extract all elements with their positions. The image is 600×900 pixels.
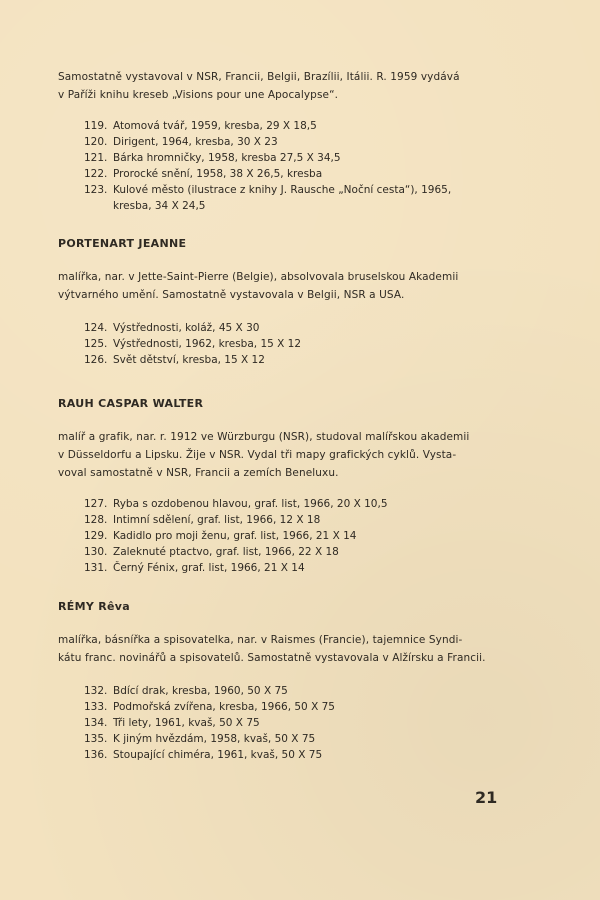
item-number: 125.	[84, 338, 108, 350]
item-number: 126.	[84, 354, 108, 366]
item-number: 132.	[84, 685, 108, 697]
catalog-item-131	[84, 560, 504, 576]
catalog-list-rauh	[84, 496, 504, 576]
item-number: 136.	[84, 749, 108, 761]
catalog-item-123	[84, 182, 504, 198]
bio-line: malířka, nar. v Jette-Saint-Pierre (Belgie), absolvovala bruselskou Akademii	[58, 271, 459, 283]
artist-bio-remy	[58, 631, 488, 667]
catalog-item-133	[84, 699, 504, 715]
bio-line: malířka, básnířka a spisovatelka, nar. v Raismes (Francie), tajemnice Syndi-	[58, 634, 463, 646]
item-text: Bdící drak, kresba, 1960, 50 X 75	[113, 685, 288, 697]
item-text: Stoupající chiméra, 1961, kvaš, 50 X 75	[113, 749, 323, 761]
item-number: 133.	[84, 701, 108, 713]
item-number: 119.	[84, 120, 108, 132]
item-text: Ryba s ozdobenou hlavou, graf. list, 1966, 20 X 10,5	[113, 498, 388, 510]
intro-line: Samostatně vystavoval v NSR, Francii, Belgii, Brazílii, Itálii. R. 1959 vydává	[58, 71, 460, 83]
artist-bio-rauh	[58, 428, 488, 482]
catalog-item-123-continuation: kresba, 34 X 24,5	[113, 200, 206, 212]
artist-bio-portenart	[58, 268, 488, 304]
item-text: Podmořská zvířena, kresba, 1966, 50 X 75	[113, 701, 335, 713]
bio-line: malíř a grafik, nar. r. 1912 ve Würzburgu (NSR), studoval malířskou akademii	[58, 431, 470, 443]
catalog-item-132	[84, 683, 504, 699]
item-number: 130.	[84, 546, 108, 558]
item-number: 134.	[84, 717, 108, 729]
catalog-list-remy	[84, 683, 504, 763]
item-text: Kulové město (ilustrace z knihy J. Rausche „Noční cesta“), 1965,	[113, 184, 452, 196]
item-text: Prorocké snění, 1958, 38 X 26,5, kresba	[113, 168, 323, 180]
catalog-item-134	[84, 715, 504, 731]
intro-line: v Paříži knihu kreseb „Visions pour une Apocalypse“.	[58, 89, 339, 101]
item-text: Tři lety, 1961, kvaš, 50 X 75	[113, 717, 260, 729]
catalog-item-119	[84, 118, 504, 134]
catalog-item-120	[84, 134, 504, 150]
catalog-item-128	[84, 512, 504, 528]
item-text: Kadidlo pro moji ženu, graf. list, 1966, 21 X 14	[113, 530, 357, 542]
item-number: 123.	[84, 184, 108, 196]
catalog-item-121	[84, 150, 504, 166]
item-text: Výstřednosti, koláž, 45 X 30	[113, 322, 260, 334]
item-number: 128.	[84, 514, 108, 526]
bio-line: v Düsseldorfu a Lipsku. Žije v NSR. Vydal tři mapy grafických cyklů. Vysta-	[58, 449, 457, 461]
catalog-item-124	[84, 320, 504, 336]
catalog-item-136	[84, 747, 504, 763]
item-number: 121.	[84, 152, 108, 164]
item-number: 129.	[84, 530, 108, 542]
bio-line: výtvarného umění. Samostatně vystavovala v Belgii, NSR a USA.	[58, 289, 405, 301]
item-number: 131.	[84, 562, 108, 574]
bio-line: kátu franc. novinářů a spisovatelů. Samostatně vystavovala v Alžírsku a Francii.	[58, 652, 486, 664]
item-text: Zaleknuté ptactvo, graf. list, 1966, 22 X 18	[113, 546, 339, 558]
item-text: Atomová tvář, 1959, kresba, 29 X 18,5	[113, 120, 317, 132]
artist-heading-portenart: PORTENART JEANNE	[58, 237, 187, 250]
catalog-item-126	[84, 352, 504, 368]
intro-paragraph	[58, 68, 488, 104]
catalog-item-135	[84, 731, 504, 747]
catalog-item-125	[84, 336, 504, 352]
bio-line: voval samostatně v NSR, Francii a zemích Beneluxu.	[58, 467, 339, 479]
catalog-list-1	[84, 118, 504, 214]
catalog-list-portenart	[84, 320, 504, 368]
catalog-item-130	[84, 544, 504, 560]
item-number: 127.	[84, 498, 108, 510]
catalog-item-127	[84, 496, 504, 512]
item-number: 124.	[84, 322, 108, 334]
item-text: Svět dětství, kresba, 15 X 12	[113, 354, 265, 366]
item-number: 122.	[84, 168, 108, 180]
item-text: Dirigent, 1964, kresba, 30 X 23	[113, 136, 278, 148]
item-number: 120.	[84, 136, 108, 148]
artist-heading-remy: RÉMY Rêva	[58, 600, 130, 613]
artist-heading-rauh: RAUH CASPAR WALTER	[58, 397, 204, 410]
item-text: K jiným hvězdám, 1958, kvaš, 50 X 75	[113, 733, 316, 745]
item-text: Bárka hromničky, 1958, kresba 27,5 X 34,5	[113, 152, 341, 164]
item-text: Černý Fénix, graf. list, 1966, 21 X 14	[113, 562, 305, 574]
item-text: Výstřednosti, 1962, kresba, 15 X 12	[113, 338, 302, 350]
item-number: 135.	[84, 733, 108, 745]
catalog-item-122	[84, 166, 504, 182]
page-number: 21	[475, 788, 498, 807]
catalog-item-129	[84, 528, 504, 544]
item-text: Intimní sdělení, graf. list, 1966, 12 X 18	[113, 514, 321, 526]
